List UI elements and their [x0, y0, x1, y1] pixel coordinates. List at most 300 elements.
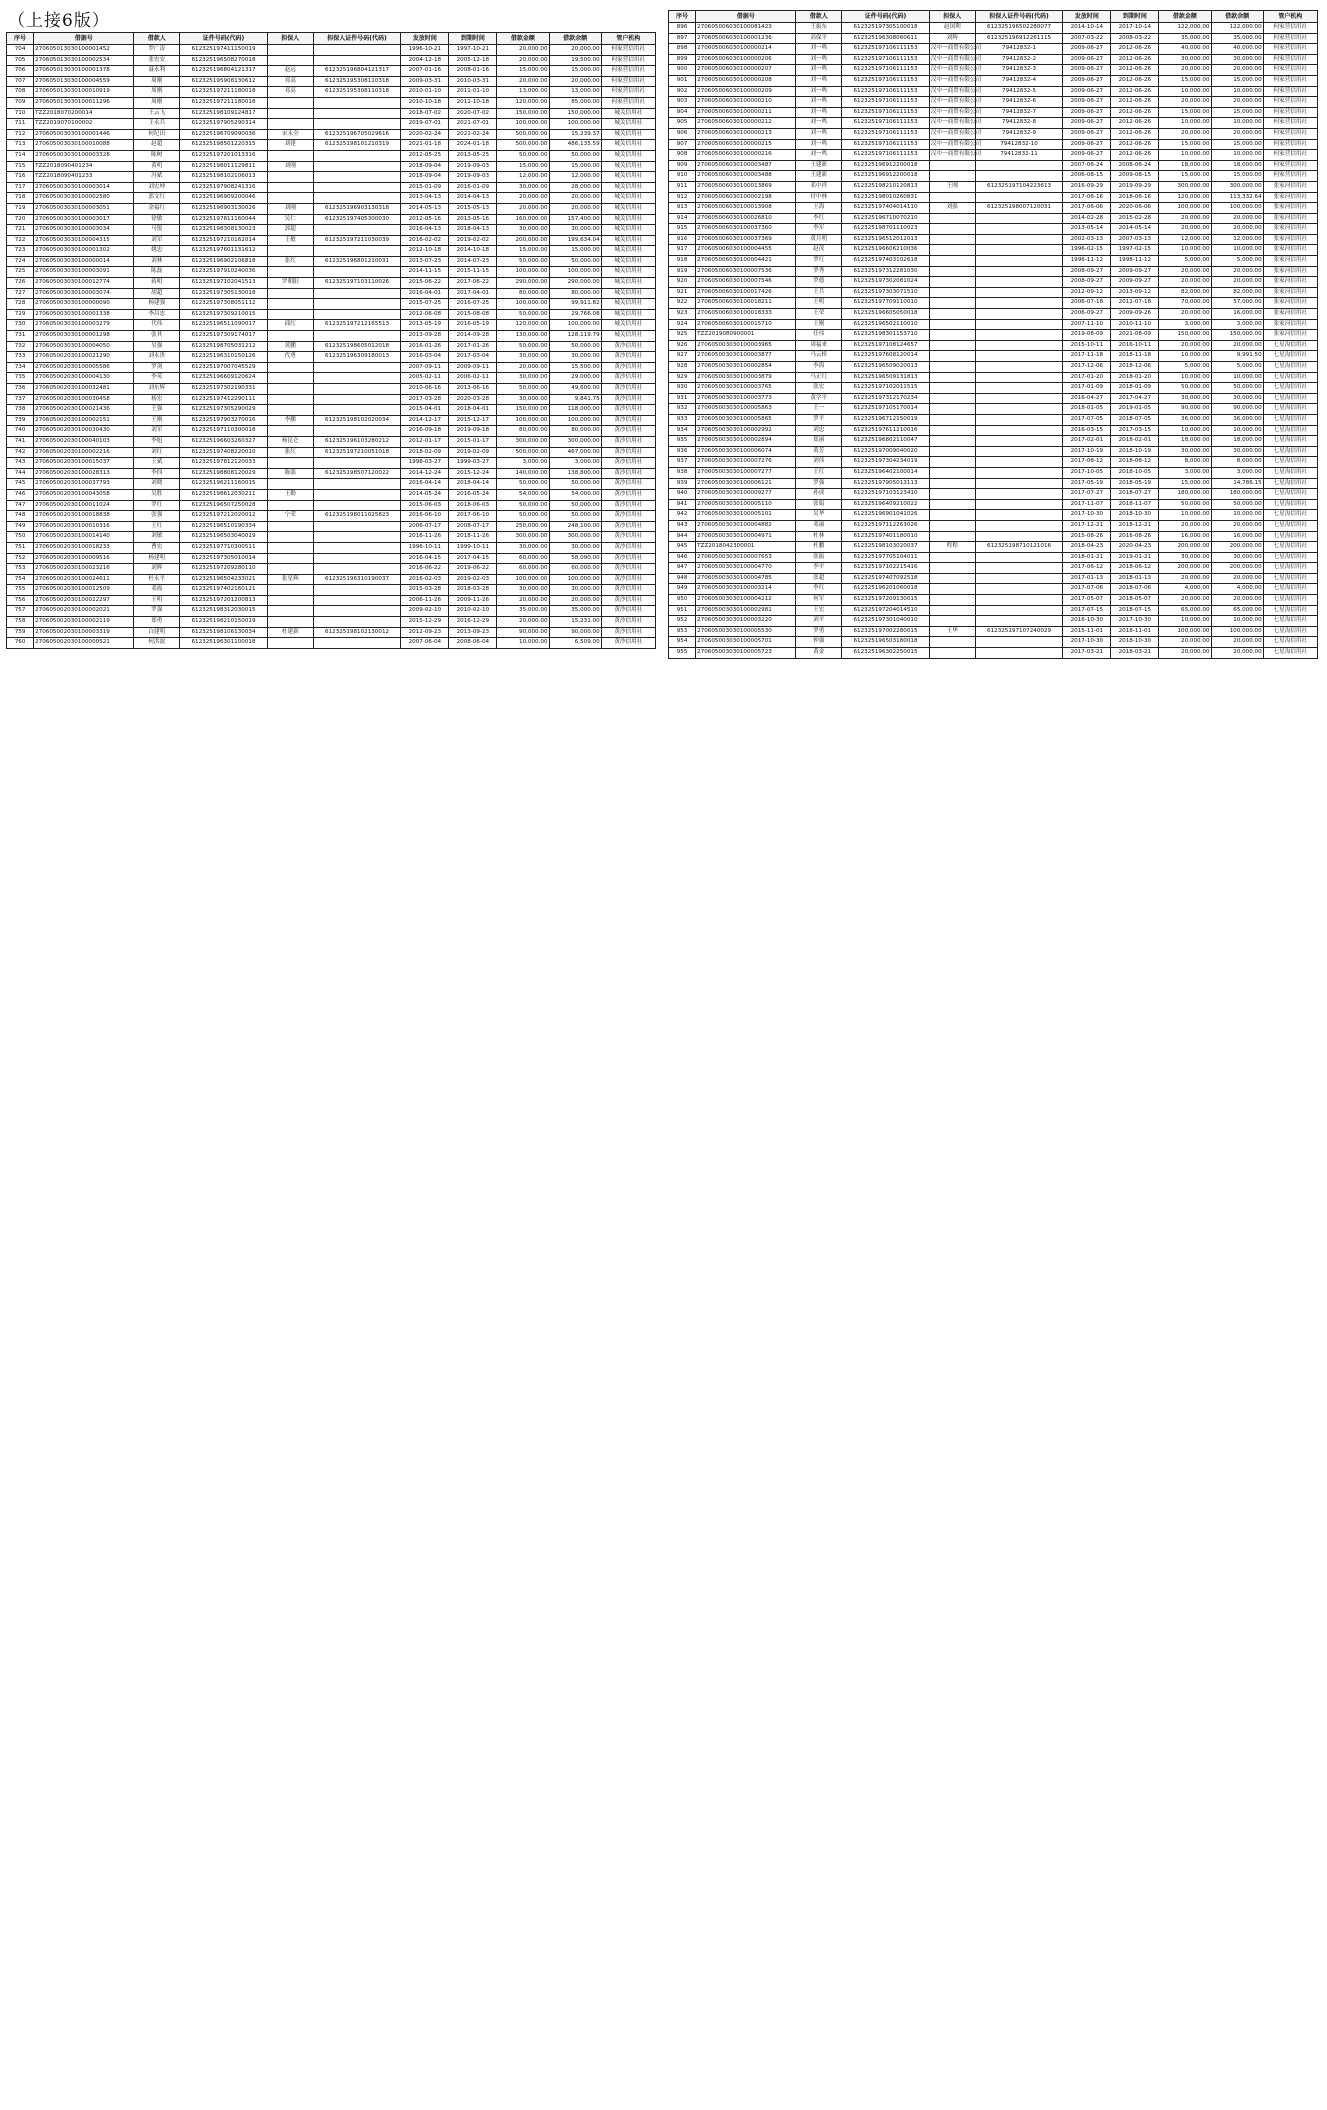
- cell-loan-amount: 30,000.00: [1159, 54, 1211, 65]
- cell-index: 929: [669, 372, 696, 383]
- cell-issue-date: 2017-10-30: [1063, 510, 1111, 521]
- cell-loan-id: 270605003030100002580: [34, 193, 134, 204]
- header-branch: 管户机构: [1263, 11, 1317, 23]
- cell-guarantor-id: [975, 573, 1063, 584]
- cell-index: 901: [669, 75, 696, 86]
- cell-id-number: 612325197210162014: [180, 235, 268, 246]
- cell-guarantor: 赵国利: [929, 23, 975, 34]
- cell-index: 903: [669, 97, 696, 108]
- cell-branch: 张家河信用社: [1263, 298, 1317, 309]
- cell-branch: 黄沙信用社: [601, 489, 655, 500]
- cell-guarantor: [929, 489, 975, 500]
- cell-id-number: 612325197412290111: [180, 394, 268, 405]
- cell-id-number: 612325197910240036: [180, 267, 268, 278]
- cell-index: 935: [669, 436, 696, 447]
- cell-loan-id: 270605003030100004050: [34, 341, 134, 352]
- cell-guarantor-id: [313, 55, 401, 66]
- cell-branch: 何家营信用社: [1263, 75, 1317, 86]
- cell-issue-date: 2017-06-06: [1063, 203, 1111, 214]
- cell-guarantor-id: [975, 266, 1063, 277]
- table-row: [669, 245, 1318, 256]
- cell-id-number: 612325197302190331: [180, 384, 268, 395]
- cell-loan-id: 270605002030100002216: [34, 447, 134, 458]
- cell-issue-date: 2017-01-09: [1063, 383, 1111, 394]
- cell-guarantor-id: [313, 97, 401, 108]
- cell-index: 745: [7, 479, 34, 490]
- cell-loan-balance: 18,000.00: [1211, 436, 1263, 447]
- cell-guarantor-id: 612325196801210031: [313, 256, 401, 267]
- cell-guarantor-id: 612325197210051018: [313, 447, 401, 458]
- cell-loan-id: 270605003030100002981: [696, 605, 796, 616]
- cell-loan-amount: 35,000.00: [497, 606, 549, 617]
- cell-id-number: 612325196605050018: [842, 309, 930, 320]
- cell-due-date: 2017-06-22: [449, 278, 497, 289]
- cell-loan-balance: 30,000.00: [549, 542, 601, 553]
- cell-due-date: 2009-11-26: [449, 595, 497, 606]
- cell-due-date: 2014-09-28: [449, 331, 497, 342]
- cell-loan-id: 270605006030100000206: [696, 54, 796, 65]
- cell-branch: 何家营信用社: [601, 45, 655, 56]
- table-row: [7, 214, 656, 225]
- cell-branch: 黄沙信用社: [601, 511, 655, 522]
- cell-loan-id: 270605006030100015710: [696, 319, 796, 330]
- table-row: [7, 542, 656, 553]
- cell-guarantor: 汉中一商贸有限公司: [929, 128, 975, 139]
- cell-due-date: 2017-03-15: [1111, 425, 1159, 436]
- cell-index: 724: [7, 256, 34, 267]
- cell-due-date: 2019-06-22: [449, 564, 497, 575]
- cell-index: 707: [7, 76, 34, 87]
- cell-issue-date: 2017-07-05: [1063, 414, 1111, 425]
- cell-id-number: 612325197103123410: [842, 489, 930, 500]
- cell-index: 941: [669, 499, 696, 510]
- cell-issue-date: 2017-02-01: [1063, 436, 1111, 447]
- table-row: [669, 234, 1318, 245]
- cell-loan-amount: 50,000.00: [497, 341, 549, 352]
- cell-guarantor: [267, 246, 313, 257]
- cell-guarantor-id: [975, 213, 1063, 224]
- cell-index: 711: [7, 119, 34, 130]
- cell-issue-date: 2018-07-02: [401, 108, 449, 119]
- cell-index: 744: [7, 468, 34, 479]
- cell-index: 734: [7, 362, 34, 373]
- cell-loan-id: 270605003030100001446: [34, 129, 134, 140]
- cell-loan-amount: 20,000.00: [1159, 224, 1211, 235]
- cell-id-number: 612325198701110023: [842, 224, 930, 235]
- cell-guarantor: 刘辉: [929, 33, 975, 44]
- cell-loan-amount: 13,000.00: [497, 87, 549, 98]
- cell-loan-balance: 300,000.00: [1211, 181, 1263, 192]
- cell-loan-balance: 36,000.00: [1211, 414, 1263, 425]
- cell-loan-amount: 160,000.00: [497, 214, 549, 225]
- cell-id-number: 612325197106111153: [842, 54, 930, 65]
- cell-loan-balance: 20,000.00: [1211, 595, 1263, 606]
- table-row: [669, 383, 1318, 394]
- cell-loan-id: 270605003030100003279: [34, 320, 134, 331]
- cell-id-number: 612325196302250015: [842, 648, 930, 659]
- cell-borrower: 王明: [796, 298, 842, 309]
- cell-branch: 黄沙信用社: [601, 595, 655, 606]
- cell-branch: 城关信用社: [601, 299, 655, 310]
- cell-loan-balance: 6,509.00: [549, 638, 601, 649]
- cell-loan-id: 270605002030100021436: [34, 405, 134, 416]
- cell-index: 708: [7, 87, 34, 98]
- cell-loan-balance: 10,000.00: [1211, 150, 1263, 161]
- cell-loan-id: 270605003030100009277: [696, 489, 796, 500]
- cell-id-number: 612325197106111153: [842, 107, 930, 118]
- cell-loan-amount: 5,000.00: [1159, 362, 1211, 373]
- cell-loan-id: 270605002030100030430: [34, 426, 134, 437]
- cell-branch: 城关信用社: [601, 309, 655, 320]
- cell-issue-date: 2015-12-29: [401, 617, 449, 628]
- cell-issue-date: 2009-06-27: [1063, 107, 1111, 118]
- cell-guarantor: 王敏: [267, 235, 313, 246]
- cell-issue-date: 2014-12-17: [401, 415, 449, 426]
- cell-due-date: 2019-09-29: [1111, 181, 1159, 192]
- cell-loan-amount: 30,000.00: [497, 373, 549, 384]
- cell-issue-date: 2007-06-24: [1063, 160, 1111, 171]
- cell-issue-date: 2012-10-18: [401, 246, 449, 257]
- cell-due-date: 1997-02-15: [1111, 245, 1159, 256]
- cell-guarantor: 张星辉: [267, 574, 313, 585]
- cell-index: 950: [669, 595, 696, 606]
- cell-id-number: 612325197411150019: [180, 45, 268, 56]
- cell-due-date: 2018-11-18: [1111, 351, 1159, 362]
- cell-id-number: 612325197212020012: [180, 511, 268, 522]
- cell-due-date: 2008-01-16: [449, 66, 497, 77]
- cell-index: 753: [7, 564, 34, 575]
- cell-id-number: 612325197309174017: [180, 331, 268, 342]
- cell-guarantor-id: 612325196309180013: [313, 352, 401, 363]
- cell-loan-amount: 50,000.00: [497, 511, 549, 522]
- table-row: [669, 404, 1318, 415]
- cell-due-date: 2013-09-12: [1111, 287, 1159, 298]
- cell-guarantor: 宋永全: [267, 129, 313, 140]
- continued-from-page-label: （上接6版）: [8, 11, 110, 31]
- cell-loan-id: 270605003030100003034: [34, 225, 134, 236]
- cell-guarantor: [267, 595, 313, 606]
- cell-loan-balance: 28,000.00: [549, 182, 601, 193]
- cell-guarantor: 郭超: [267, 225, 313, 236]
- cell-loan-amount: 10,000.00: [1159, 372, 1211, 383]
- cell-borrower: 刘一鸣: [796, 44, 842, 55]
- cell-guarantor: [929, 605, 975, 616]
- cell-id-number: 612325197201200813: [180, 595, 268, 606]
- cell-loan-balance: 58,090.00: [549, 553, 601, 564]
- cell-issue-date: 2017-01-20: [1063, 372, 1111, 383]
- cell-loan-id: 270605002030100014140: [34, 532, 134, 543]
- cell-guarantor: [267, 394, 313, 405]
- cell-index: 939: [669, 478, 696, 489]
- cell-branch: 城关信用社: [601, 129, 655, 140]
- cell-branch: 黄沙信用社: [601, 606, 655, 617]
- cell-borrower: 王荣: [796, 309, 842, 320]
- cell-id-number: 612325196507250028: [180, 500, 268, 511]
- cell-borrower: 郑丽: [796, 436, 842, 447]
- cell-guarantor: [929, 287, 975, 298]
- cell-loan-amount: 82,000.00: [1159, 287, 1211, 298]
- cell-branch: 七星沟信用社: [1263, 457, 1317, 468]
- table-row: [669, 160, 1318, 171]
- cell-loan-balance: 100,000.00: [549, 415, 601, 426]
- cell-borrower: 王刚: [796, 319, 842, 330]
- cell-guarantor-id: [975, 499, 1063, 510]
- cell-loan-id: 270605006030100026810: [696, 213, 796, 224]
- cell-guarantor-id: [313, 542, 401, 553]
- table-row: [669, 213, 1318, 224]
- cell-issue-date: 2016-06-10: [401, 511, 449, 522]
- cell-id-number: 612325197709110010: [842, 298, 930, 309]
- cell-branch: 黄沙信用社: [601, 564, 655, 575]
- cell-due-date: 2018-05-19: [1111, 478, 1159, 489]
- cell-loan-amount: 80,000.00: [497, 426, 549, 437]
- table-row: [669, 65, 1318, 76]
- cell-branch: 七星沟信用社: [1263, 552, 1317, 563]
- cell-guarantor-id: [975, 192, 1063, 203]
- cell-loan-amount: 100,000.00: [497, 119, 549, 130]
- cell-branch: 黄沙信用社: [601, 352, 655, 363]
- cell-loan-balance: 100,000.00: [549, 267, 601, 278]
- cell-loan-balance: 9,841.75: [549, 394, 601, 405]
- cell-loan-balance: 100,000.00: [549, 320, 601, 331]
- cell-index: 706: [7, 66, 34, 77]
- cell-loan-balance: 5,000.00: [1211, 362, 1263, 373]
- cell-guarantor-id: 612325196804121317: [313, 66, 401, 77]
- cell-issue-date: 2008-09-27: [1063, 266, 1111, 277]
- cell-guarantor-id: [313, 150, 401, 161]
- cell-id-number: 612325198106130034: [180, 627, 268, 638]
- cell-issue-date: 2009-06-27: [1063, 75, 1111, 86]
- cell-borrower: 王一: [796, 404, 842, 415]
- cell-guarantor: 汉中一商贸有限公司: [929, 75, 975, 86]
- cell-borrower: 黄明: [134, 161, 180, 172]
- cell-loan-amount: 20,000.00: [1159, 340, 1211, 351]
- cell-guarantor: 程程: [929, 542, 975, 553]
- table-row: [669, 414, 1318, 425]
- table-row: [7, 45, 656, 56]
- cell-loan-amount: 20,000.00: [497, 193, 549, 204]
- cell-loan-id: 270605003030100003328: [34, 150, 134, 161]
- cell-branch: 七星沟信用社: [1263, 467, 1317, 478]
- cell-loan-amount: 20,000.00: [1159, 595, 1211, 606]
- cell-due-date: 2019-02-03: [449, 574, 497, 585]
- cell-loan-amount: 15,000.00: [1159, 139, 1211, 150]
- cell-id-number: 612325198011129811: [180, 161, 268, 172]
- cell-loan-amount: 35,000.00: [1159, 33, 1211, 44]
- cell-issue-date: 2016-02-02: [401, 235, 449, 246]
- cell-due-date: 2018-08-12: [1111, 457, 1159, 468]
- cell-due-date: 2008-07-17: [449, 521, 497, 532]
- cell-id-number: 612325197106111153: [842, 97, 930, 108]
- cell-issue-date: 2017-11-07: [1063, 499, 1111, 510]
- cell-guarantor-id: 612325196705029616: [313, 129, 401, 140]
- cell-loan-id: 270605003030100003017: [34, 214, 134, 225]
- table-row: [7, 87, 656, 98]
- cell-index: 921: [669, 287, 696, 298]
- table-row: [669, 362, 1318, 373]
- table-row: [7, 97, 656, 108]
- cell-loan-amount: 20,000.00: [1159, 277, 1211, 288]
- cell-guarantor: 杜建新: [267, 627, 313, 638]
- cell-loan-balance: 20,000.00: [1211, 520, 1263, 531]
- cell-guarantor-id: [975, 383, 1063, 394]
- cell-loan-amount: 20,000.00: [497, 55, 549, 66]
- cell-due-date: 2016-05-24: [449, 489, 497, 500]
- cell-issue-date: 2012-09-23: [401, 627, 449, 638]
- table-row: [669, 467, 1318, 478]
- table-row: [669, 330, 1318, 341]
- cell-guarantor-id: [975, 605, 1063, 616]
- cell-guarantor-id: [313, 331, 401, 342]
- header-guarantor-id: 担保人证件号码(代码): [313, 33, 401, 45]
- table-row: [669, 595, 1318, 606]
- cell-loan-amount: 15,000.00: [1159, 171, 1211, 182]
- cell-branch: 七星沟信用社: [1263, 510, 1317, 521]
- cell-branch: 黄沙信用社: [601, 532, 655, 543]
- cell-due-date: 2019-09-03: [449, 172, 497, 183]
- cell-issue-date: 2016-10-30: [1063, 616, 1111, 627]
- cell-loan-id: 270605006030100018333: [696, 309, 796, 320]
- table-row: [7, 66, 656, 77]
- cell-issue-date: 2016-04-13: [401, 225, 449, 236]
- cell-loan-amount: 80,000.00: [497, 288, 549, 299]
- cell-branch: 何家营信用社: [1263, 107, 1317, 118]
- cell-loan-balance: 3,000.00: [549, 458, 601, 469]
- cell-loan-id: 270605006030100018211: [696, 298, 796, 309]
- cell-index: 704: [7, 45, 34, 56]
- cell-branch: 张家河信用社: [1263, 181, 1317, 192]
- cell-branch: 何家营信用社: [1263, 33, 1317, 44]
- cell-borrower: 王红: [134, 521, 180, 532]
- cell-due-date: 2017-04-15: [449, 553, 497, 564]
- cell-guarantor-id: [975, 287, 1063, 298]
- cell-issue-date: 2020-02-24: [401, 129, 449, 140]
- cell-index: 712: [7, 129, 34, 140]
- header-loan-balance: 借款余额: [549, 33, 601, 45]
- cell-borrower: 张娟: [796, 499, 842, 510]
- cell-borrower: 杨建明: [134, 553, 180, 564]
- cell-borrower: 刘一鸣: [796, 65, 842, 76]
- cell-issue-date: 2007-01-16: [401, 66, 449, 77]
- cell-loan-balance: 12,000.00: [549, 172, 601, 183]
- cell-id-number: 612325197305130018: [180, 288, 268, 299]
- cell-guarantor: 王刚: [929, 181, 975, 192]
- cell-due-date: 2012-06-26: [1111, 86, 1159, 97]
- cell-loan-balance: 8,000.00: [1211, 457, 1263, 468]
- cell-issue-date: 2013-07-23: [401, 256, 449, 267]
- cell-branch: 黄沙信用社: [601, 542, 655, 553]
- cell-branch: 张家河信用社: [1263, 245, 1317, 256]
- cell-loan-balance: 150,000.00: [549, 108, 601, 119]
- cell-loan-balance: 80,000.00: [549, 288, 601, 299]
- cell-loan-id: 270605006030100007536: [696, 266, 796, 277]
- header-guarantor: 担保人: [929, 11, 975, 23]
- cell-borrower: 郑勇: [134, 617, 180, 628]
- cell-guarantor-id: [975, 340, 1063, 351]
- cell-loan-id: 270605006030100001236: [696, 33, 796, 44]
- cell-guarantor-id: [313, 108, 401, 119]
- cell-id-number: 612325198210120813: [842, 181, 930, 192]
- table-row: [7, 267, 656, 278]
- cell-issue-date: 2012-06-08: [401, 309, 449, 320]
- cell-issue-date: 2017-05-19: [1063, 478, 1111, 489]
- cell-issue-date: 2016-11-26: [401, 532, 449, 543]
- cell-guarantor-id: 79412832-2: [975, 54, 1063, 65]
- cell-borrower: 罗剑: [134, 362, 180, 373]
- cell-loan-amount: 20,000.00: [1159, 309, 1211, 320]
- cell-loan-amount: 290,000.00: [497, 278, 549, 289]
- table-row: [7, 458, 656, 469]
- cell-id-number: 612325196508270018: [180, 55, 268, 66]
- cell-guarantor-id: [975, 362, 1063, 373]
- cell-index: 936: [669, 446, 696, 457]
- cell-borrower: 曹宏: [134, 542, 180, 553]
- cell-id-number: 612325196710070210: [842, 213, 930, 224]
- table-row: [669, 54, 1318, 65]
- header-id-number: 证件号码(代码): [842, 11, 930, 23]
- cell-loan-balance: 40,000.00: [1211, 44, 1263, 55]
- cell-branch: 黄沙信用社: [601, 479, 655, 490]
- table-row: [7, 553, 656, 564]
- cell-guarantor-id: 612325196912261115: [975, 33, 1063, 44]
- cell-loan-balance: 85,000.00: [549, 97, 601, 108]
- cell-loan-amount: 200,000.00: [1159, 542, 1211, 553]
- cell-loan-id: 270605013030100001378: [34, 66, 134, 77]
- table-row: [669, 150, 1318, 161]
- cell-loan-amount: 100,000.00: [497, 415, 549, 426]
- cell-loan-amount: 20,000.00: [1159, 213, 1211, 224]
- table-row: [7, 235, 656, 246]
- cell-borrower: 马云桥: [796, 351, 842, 362]
- cell-index: 947: [669, 563, 696, 574]
- cell-loan-id: 270605003030100005863: [696, 404, 796, 415]
- cell-id-number: 612325196903130026: [180, 203, 268, 214]
- cell-branch: 七星沟信用社: [1263, 637, 1317, 648]
- cell-loan-balance: 49,600.00: [549, 384, 601, 395]
- cell-loan-balance: 15,231.00: [549, 617, 601, 628]
- cell-id-number: 612325196603260327: [180, 436, 268, 447]
- cell-due-date: 2018-10-19: [1111, 446, 1159, 457]
- cell-due-date: 1997-10-21: [449, 45, 497, 56]
- table-row: [7, 256, 656, 267]
- cell-guarantor-id: [975, 478, 1063, 489]
- cell-id-number: 612325197112263026: [842, 520, 930, 531]
- table-row: [669, 97, 1318, 108]
- cell-borrower: 罗强: [134, 606, 180, 617]
- cell-guarantor: [267, 97, 313, 108]
- cell-branch: 何家营信用社: [1263, 150, 1317, 161]
- cell-guarantor-id: 612325198605012018: [313, 341, 401, 352]
- cell-branch: 何家营信用社: [1263, 139, 1317, 150]
- cell-index: 897: [669, 33, 696, 44]
- cell-index: 926: [669, 340, 696, 351]
- cell-index: 898: [669, 44, 696, 55]
- cell-id-number: 612325197209280110: [180, 564, 268, 575]
- cell-branch: 城关信用社: [601, 150, 655, 161]
- cell-loan-amount: 54,000.00: [497, 489, 549, 500]
- cell-issue-date: 2017-07-27: [1063, 489, 1111, 500]
- cell-borrower: 刘一鸣: [796, 86, 842, 97]
- cell-due-date: 2012-06-26: [1111, 44, 1159, 55]
- cell-id-number: 612325197007045529: [180, 362, 268, 373]
- cell-guarantor: [929, 393, 975, 404]
- cell-id-number: 612325197211180018: [180, 97, 268, 108]
- cell-due-date: 2012-06-26: [1111, 128, 1159, 139]
- cell-index: 909: [669, 160, 696, 171]
- cell-issue-date: 1996-11-12: [1063, 256, 1111, 267]
- cell-due-date: 1999-10-11: [449, 542, 497, 553]
- table-row: [7, 108, 656, 119]
